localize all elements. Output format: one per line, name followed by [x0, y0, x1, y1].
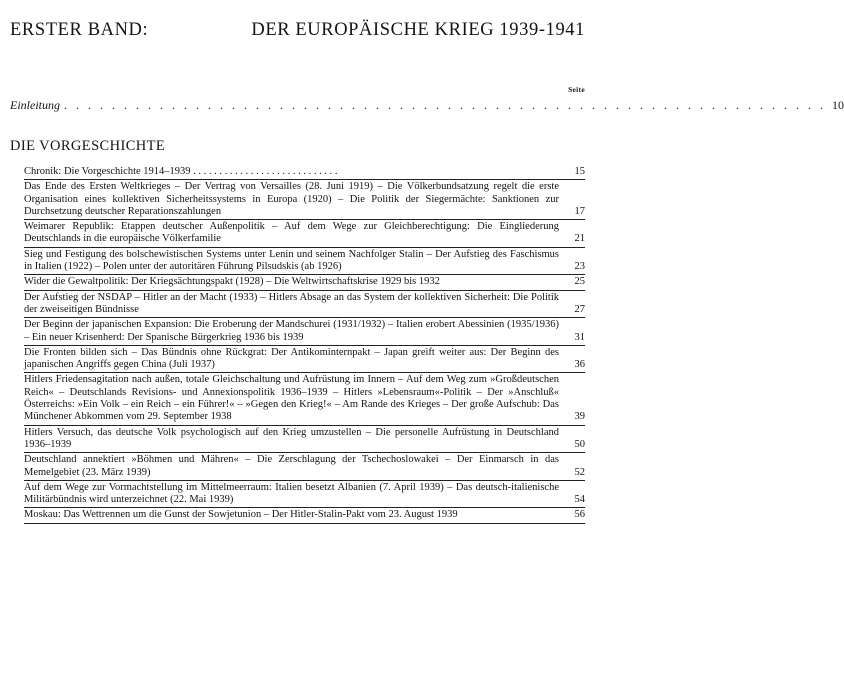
- toc-entry-text: Das Ende des Ersten Weltkrieges – Der Vertrag von Versailles (28. Juni 1919) – Die Völkerbundsatzung regelt die erste Organisation eines kollektiven Sicherheitssystems in Europa (1920) – Die Politik der Siegermächte: Sanktionen zur Durchsetzung deutscher Reparationszahlungen: [24, 181, 559, 217]
- volume-title: DER EUROPÄISCHE KRIEG 1939-1941: [251, 20, 585, 40]
- intro-label: Einleitung: [10, 98, 60, 112]
- toc-entry-text: Hitlers Versuch, das deutsche Volk psychologisch auf den Krieg umzustellen – Die personelle Aufrüstung in Deutschland 1936–1939: [24, 426, 559, 450]
- toc-entry: [24, 508, 585, 523]
- toc-entry: [24, 165, 585, 180]
- toc-entry: [24, 180, 585, 220]
- page-header: [10, 19, 585, 41]
- toc-entry-text: Auf dem Wege zur Vormachtstellung im Mittelmeerraum: Italien besetzt Albanien (7. April 1939) – Das deutsch-italienische Militärbündnis wird unterzeichnet (22. Mai 1939): [24, 481, 559, 506]
- toc-entry-text: Hitlers Friedensagitation nach außen, totale Gleichschaltung und Aufrüstung im Innern – Auf dem Weg zum »Großdeutschen Reich« – Deutschlands Revisions- und Annexionspolitik 1936–1939 – Hitlers »Lebensraum«-Politik – Der »Anschluß« Österreichs: »Ein Volk – ein Reich – ein Führer!« – »Gegen den Krieg!« – Am Rande des Krieges – Der große Aufschub: Das Münchener Abkommen vom 29. September 1938: [24, 374, 559, 423]
- toc-entry-page-number: 23: [574, 261, 585, 273]
- toc-entry: [24, 318, 585, 346]
- toc-entry-page-number: 36: [574, 359, 585, 371]
- toc-entry-page-number: 39: [574, 411, 585, 423]
- toc-entry-page-number: 15: [574, 166, 585, 177]
- volume-label: ERSTER BAND:: [10, 20, 149, 40]
- page-column-label: Seite: [568, 85, 585, 94]
- toc-entry: [24, 453, 585, 481]
- toc-entry: [24, 291, 585, 319]
- section-title: DIE VORGESCHICHTE: [10, 138, 166, 154]
- toc-entry-text: Der Beginn der japanischen Expansion: Die Eroberung der Mandschurei (1931/1932) – Italien erobert Abessinien (1935/1936) – Ein neuer Krisenherd: Der Spanische Bürgerkrieg 1936 bis 1939: [24, 319, 559, 343]
- toc-entry-page-number: 52: [574, 466, 585, 478]
- toc-entry-page-number: 25: [574, 276, 585, 288]
- toc-entry-page-number: 54: [574, 494, 585, 506]
- toc-entry-text: Sieg und Festigung des bolschewistischen Systems unter Lenin und seinem Nachfolger Stalin – Der Aufstieg des Faschismus in Italien (1922) – Polen unter der autoritären Führung Pilsudskis (ab 1926): [24, 248, 559, 273]
- toc-entry: [24, 220, 585, 248]
- toc-entry: [24, 426, 585, 454]
- intro-entry: [10, 98, 844, 112]
- intro-page-number: 10: [832, 98, 844, 112]
- toc-entry: [24, 373, 585, 425]
- toc-entry-text: Chronik: Die Vorgeschichte 1914–1939 . . . . . . . . . . . . . . . . . . . . . . . . . . . .: [24, 166, 338, 177]
- toc-entry-page-number: 21: [574, 233, 585, 245]
- toc-entry-page-number: 31: [574, 331, 585, 343]
- toc-entry-text: Die Fronten bilden sich – Das Bündnis ohne Rückgrat: Der Antikominternpakt – Japan greift weiter aus: Der Beginn des japanischen Angriffs gegen China (Juli 1937): [24, 346, 559, 371]
- toc-entry-text: Weimarer Republik: Etappen deutscher Außenpolitik – Auf dem Wege zur Gleichberechtigung: Die Eingliederung Deutschlands in die europäische Völkerfamilie: [24, 221, 559, 245]
- leader-dots: . . . . . . . . . . . . . . . . . . . . . . . . . . . . . . . . . . . . . . . . . . . . . . . . . . . . . . . . . . . . . . . .: [64, 98, 826, 112]
- toc-entry-page-number: 17: [574, 205, 585, 217]
- toc-entry-text: Moskau: Das Wettrennen um die Gunst der Sowjetunion – Der Hitler-Stalin-Pakt vom 23. August 1939: [24, 509, 458, 521]
- toc-entry: [24, 481, 585, 509]
- toc-entries: [24, 165, 585, 524]
- toc-entry-text: Deutschland annektiert »Böhmen und Mähren« – Die Zerschlagung der Tschechoslowakei – Der Einmarsch in das Memelgebiet (23. März 1939): [24, 454, 559, 478]
- toc-entry: [24, 275, 585, 290]
- toc-entry: [24, 248, 585, 276]
- toc-entry-page-number: 56: [574, 509, 585, 521]
- toc-entry-text: Wider die Gewaltpolitik: Der Kriegsächtungspakt (1928) – Die Weltwirtschaftskrise 1929 bis 1932: [24, 276, 440, 288]
- toc-entry: [24, 346, 585, 374]
- toc-entry-page-number: 27: [574, 303, 585, 315]
- toc-entry-page-number: 50: [574, 438, 585, 450]
- toc-entry-text: Der Aufstieg der NSDAP – Hitler an der Macht (1933) – Hitlers Absage an das System der kollektiven Sicherheit: Die Politik der zweiseitigen Bündnisse: [24, 291, 559, 315]
